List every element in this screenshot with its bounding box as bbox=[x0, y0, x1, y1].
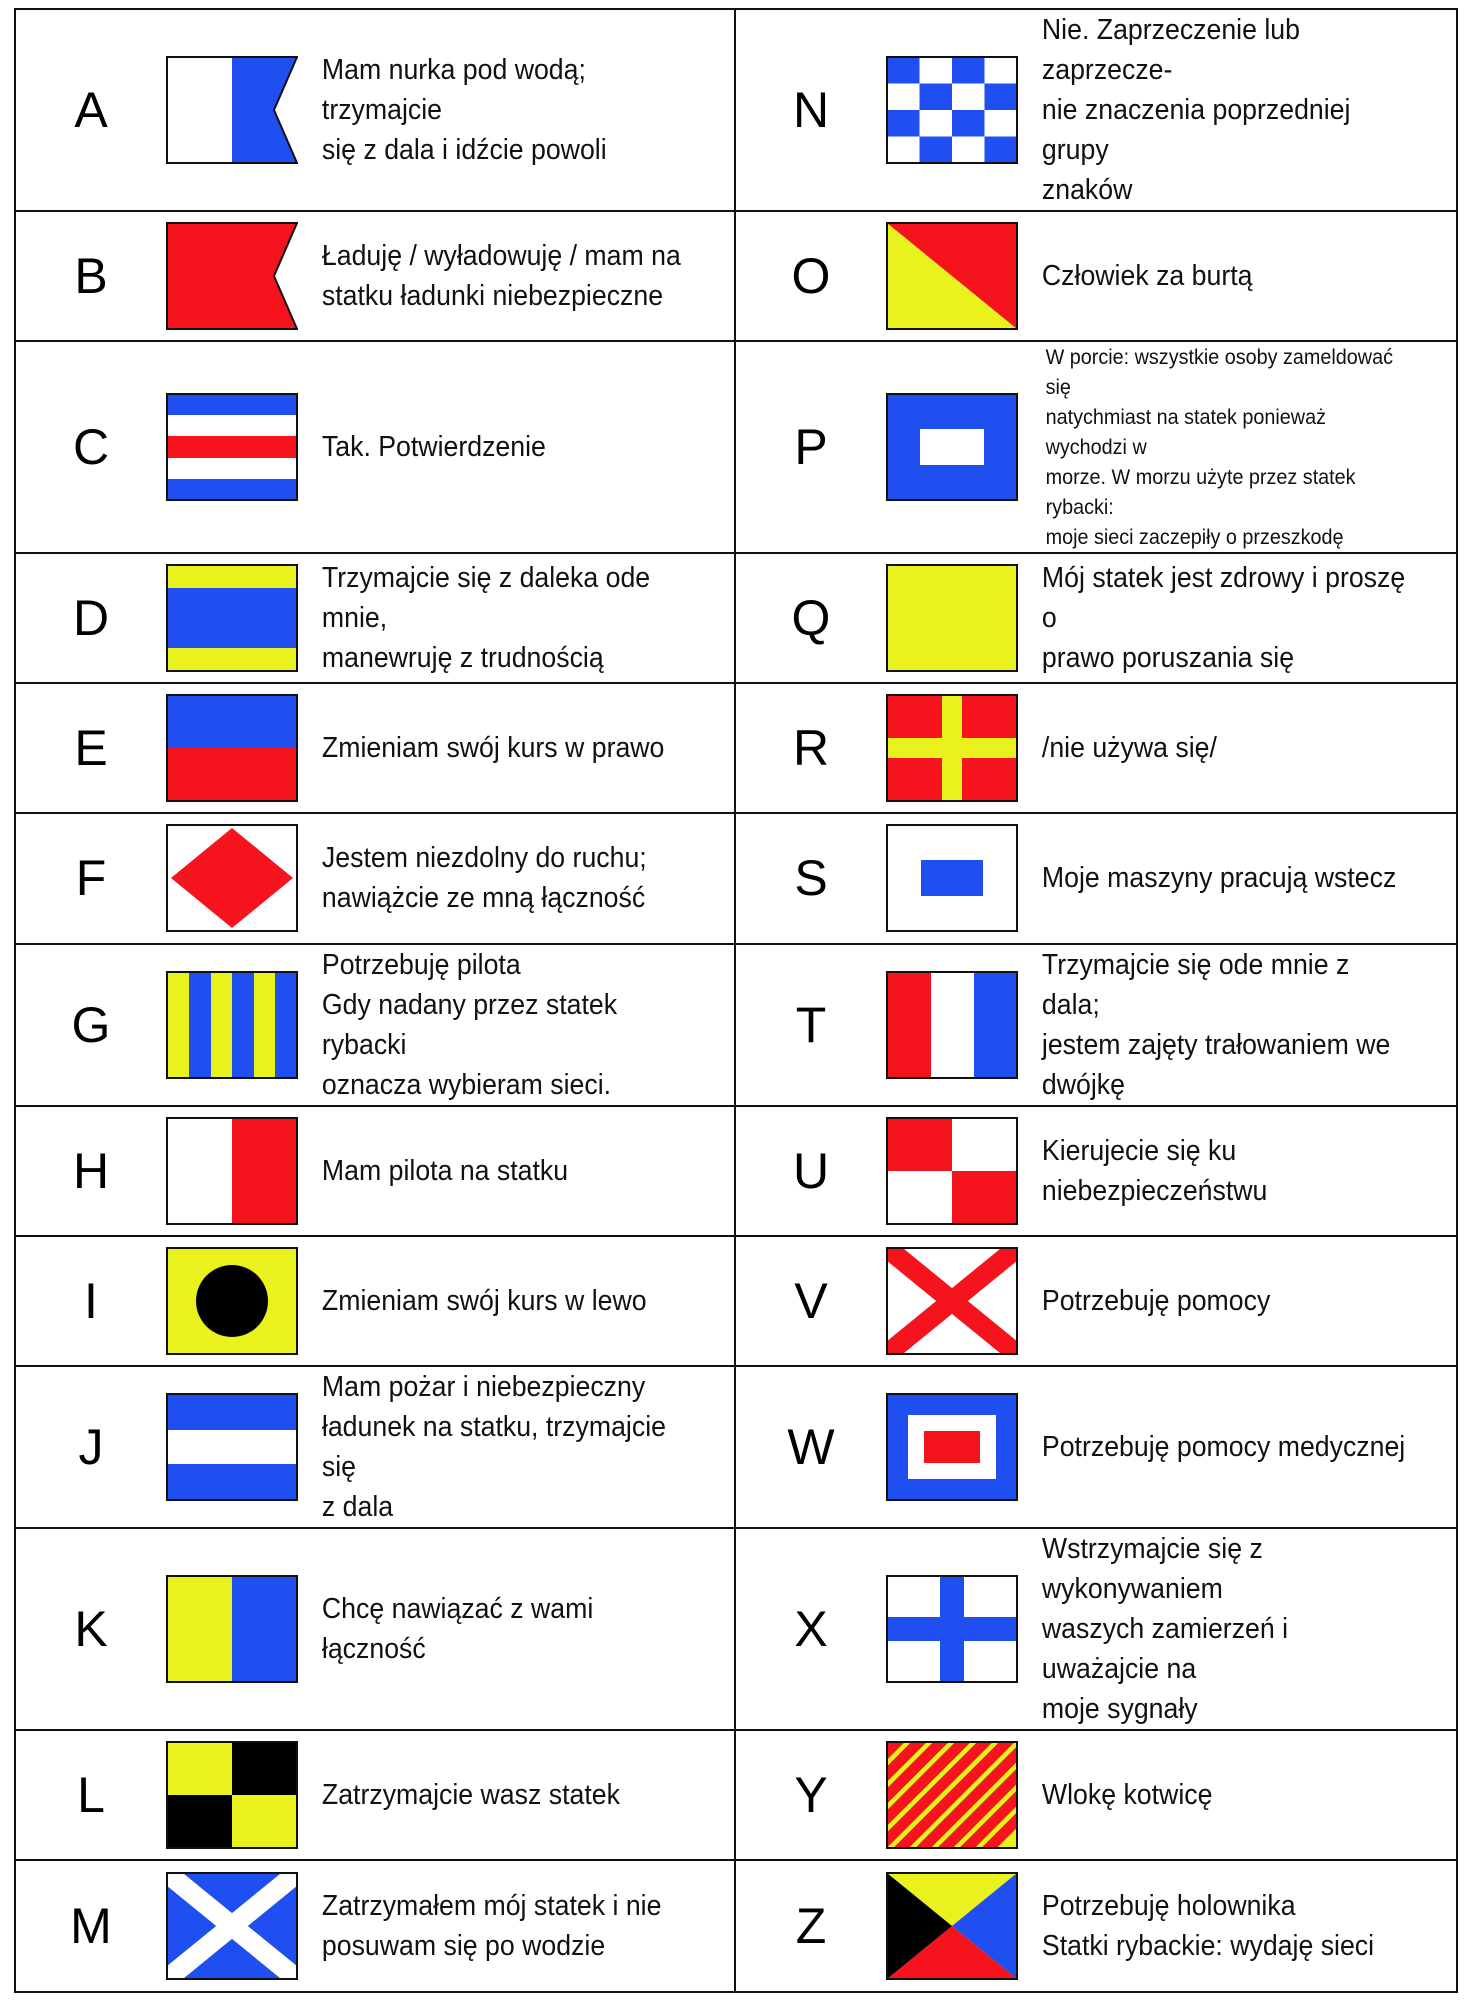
flag-letter: V bbox=[794, 1272, 828, 1329]
flag-row-i bbox=[16, 1237, 736, 1367]
flag-meaning: Ładuję / wyładowuję / mam na statku ładunki niebezpieczne bbox=[321, 240, 681, 313]
flag-letter: Y bbox=[794, 1766, 828, 1823]
flag-row-e bbox=[16, 684, 736, 814]
flag-row-o bbox=[736, 212, 1456, 342]
flag-letter: E bbox=[74, 720, 108, 777]
flag-letter: Z bbox=[795, 1897, 827, 1954]
sierra-flag-icon bbox=[886, 824, 1018, 932]
flag-row-f bbox=[16, 814, 736, 944]
flag-row-w bbox=[736, 1367, 1456, 1529]
flag-meaning: /nie używa się/ bbox=[1041, 732, 1217, 765]
flag-letter: S bbox=[794, 850, 828, 907]
flag-letter: D bbox=[72, 590, 110, 647]
flag-meaning: Mój statek jest zdrowy i proszę o prawo poruszania się bbox=[1041, 562, 1406, 675]
flag-meaning: Potrzebuję pomocy medycznej bbox=[1041, 1430, 1406, 1463]
flag-letter: R bbox=[792, 720, 830, 777]
flag-meaning: Zmieniam swój kurs w prawo bbox=[321, 732, 665, 765]
flag-letter: U bbox=[792, 1142, 830, 1199]
delta-flag-icon bbox=[166, 564, 298, 672]
charlie-flag-icon bbox=[166, 393, 298, 501]
flag-letter: W bbox=[787, 1418, 835, 1475]
november-flag-icon bbox=[886, 56, 1018, 164]
flag-row-r bbox=[736, 684, 1456, 814]
signal-flags-table bbox=[14, 8, 1458, 1993]
alfa-flag-icon bbox=[166, 56, 298, 164]
tango-flag-icon bbox=[886, 971, 1018, 1079]
flag-meaning: Trzymajcie się z daleka ode mnie, manewruję z trudnością bbox=[321, 562, 651, 675]
quebec-flag-icon bbox=[886, 564, 1018, 672]
flag-row-k bbox=[16, 1529, 736, 1731]
whiskey-flag-icon bbox=[886, 1393, 1018, 1501]
romeo-flag-icon bbox=[886, 694, 1018, 802]
flag-meaning: Zatrzymałem mój statek i nie posuwam się po wodzie bbox=[321, 1889, 662, 1962]
victor-flag-icon bbox=[886, 1247, 1018, 1355]
bravo-flag-icon bbox=[166, 222, 298, 330]
oscar-flag-icon bbox=[886, 222, 1018, 330]
flag-letter: T bbox=[795, 996, 827, 1053]
flag-row-n bbox=[736, 10, 1456, 212]
flag-meaning: Tak. Potwierdzenie bbox=[321, 431, 546, 464]
flag-meaning: Mam pożar i niebezpieczny ładunek na statku, trzymajcie się z dala bbox=[321, 1370, 666, 1523]
flag-letter: L bbox=[77, 1766, 105, 1823]
flag-row-y bbox=[736, 1731, 1456, 1861]
flag-meaning: Moje maszyny pracują wstecz bbox=[1041, 862, 1397, 895]
yankee-flag-icon bbox=[886, 1741, 1018, 1849]
uniform-flag-icon bbox=[886, 1117, 1018, 1225]
flag-row-l bbox=[16, 1731, 736, 1861]
golf-flag-icon bbox=[166, 971, 298, 1079]
flag-row-q bbox=[736, 554, 1456, 684]
flag-letter: Q bbox=[791, 590, 831, 647]
flag-row-d bbox=[16, 554, 736, 684]
flag-letter: X bbox=[794, 1600, 828, 1657]
flag-meaning: Nie. Zaprzeczenie lub zaprzecze- nie znaczenia poprzedniej grupy znaków bbox=[1041, 14, 1351, 206]
xray-flag-icon bbox=[886, 1575, 1018, 1683]
flag-meaning: Wstrzymajcie się z wykonywaniem waszych zamierzeń i uważajcie na moje sygnały bbox=[1041, 1532, 1289, 1725]
papa-flag-icon bbox=[886, 393, 1018, 501]
flag-letter: F bbox=[75, 850, 107, 907]
flag-meaning: Trzymajcie się ode mnie z dala; jestem zajęty trałowaniem we dwójkę bbox=[1041, 948, 1391, 1101]
flag-row-h bbox=[16, 1107, 736, 1237]
flag-meaning: Kierujecie się ku niebezpieczeństwu bbox=[1041, 1134, 1268, 1207]
lima-flag-icon bbox=[166, 1741, 298, 1849]
flag-row-m bbox=[16, 1861, 736, 1991]
flag-row-s bbox=[736, 814, 1456, 944]
flag-letter: N bbox=[792, 82, 830, 138]
flag-letter: P bbox=[794, 419, 828, 476]
flag-letter: C bbox=[72, 419, 110, 476]
flag-letter: M bbox=[70, 1897, 112, 1954]
flag-row-a bbox=[16, 10, 736, 212]
flag-letter: O bbox=[791, 248, 831, 305]
kilo-flag-icon bbox=[166, 1575, 298, 1683]
flag-meaning: Potrzebuję pomocy bbox=[1041, 1284, 1271, 1317]
flag-meaning: Potrzebuję pilota Gdy nadany przez statek rybacki oznacza wybieram sieci. bbox=[321, 948, 618, 1101]
flag-meaning: Wlokę kotwicę bbox=[1041, 1778, 1213, 1811]
flag-meaning: Zatrzymajcie wasz statek bbox=[321, 1778, 620, 1811]
flag-row-p bbox=[736, 342, 1456, 554]
flag-letter: J bbox=[78, 1418, 104, 1475]
flag-row-c bbox=[16, 342, 736, 554]
flag-row-j bbox=[16, 1367, 736, 1529]
juliett-flag-icon bbox=[166, 1393, 298, 1501]
flag-row-x bbox=[736, 1529, 1456, 1731]
flag-meaning: Chcę nawiązać z wami łączność bbox=[321, 1592, 594, 1665]
flag-meaning: Zmieniam swój kurs w lewo bbox=[321, 1284, 647, 1317]
hotel-flag-icon bbox=[166, 1117, 298, 1225]
flag-row-g bbox=[16, 945, 736, 1107]
flag-row-z bbox=[736, 1861, 1456, 1991]
flag-letter: H bbox=[72, 1142, 110, 1199]
flag-letter: A bbox=[74, 82, 108, 138]
flag-meaning: Potrzebuję holownika Statki rybackie: wydaję sieci bbox=[1041, 1889, 1375, 1962]
flag-row-u bbox=[736, 1107, 1456, 1237]
flag-row-v bbox=[736, 1237, 1456, 1367]
flag-meaning: Jestem niezdolny do ruchu; nawiążcie ze mną łączność bbox=[321, 842, 647, 915]
echo-flag-icon bbox=[166, 694, 298, 802]
flag-letter: B bbox=[74, 248, 108, 305]
flag-meaning: Człowiek za burtą bbox=[1041, 260, 1253, 293]
flag-letter: I bbox=[84, 1272, 98, 1329]
flag-row-t bbox=[736, 945, 1456, 1107]
flag-meaning: Mam pilota na statku bbox=[321, 1154, 569, 1187]
flag-letter: K bbox=[74, 1600, 108, 1657]
india-flag-icon bbox=[166, 1247, 298, 1355]
foxtrot-flag-icon bbox=[166, 824, 298, 932]
zulu-flag-icon bbox=[886, 1872, 1018, 1980]
flag-meaning: Mam nurka pod wodą; trzymajcie się z dala i idźcie powoli bbox=[321, 54, 607, 166]
flag-meaning: W porcie: wszystkie osoby zameldować się natychmiast na statek ponieważ wychodzi w morze. W morzu użyte przez statek rybacki: moje sieci zaczepiły o przeszkodę bbox=[1045, 345, 1393, 550]
flag-letter: G bbox=[71, 996, 111, 1053]
flag-row-b bbox=[16, 212, 736, 342]
mike-flag-icon bbox=[166, 1872, 298, 1980]
